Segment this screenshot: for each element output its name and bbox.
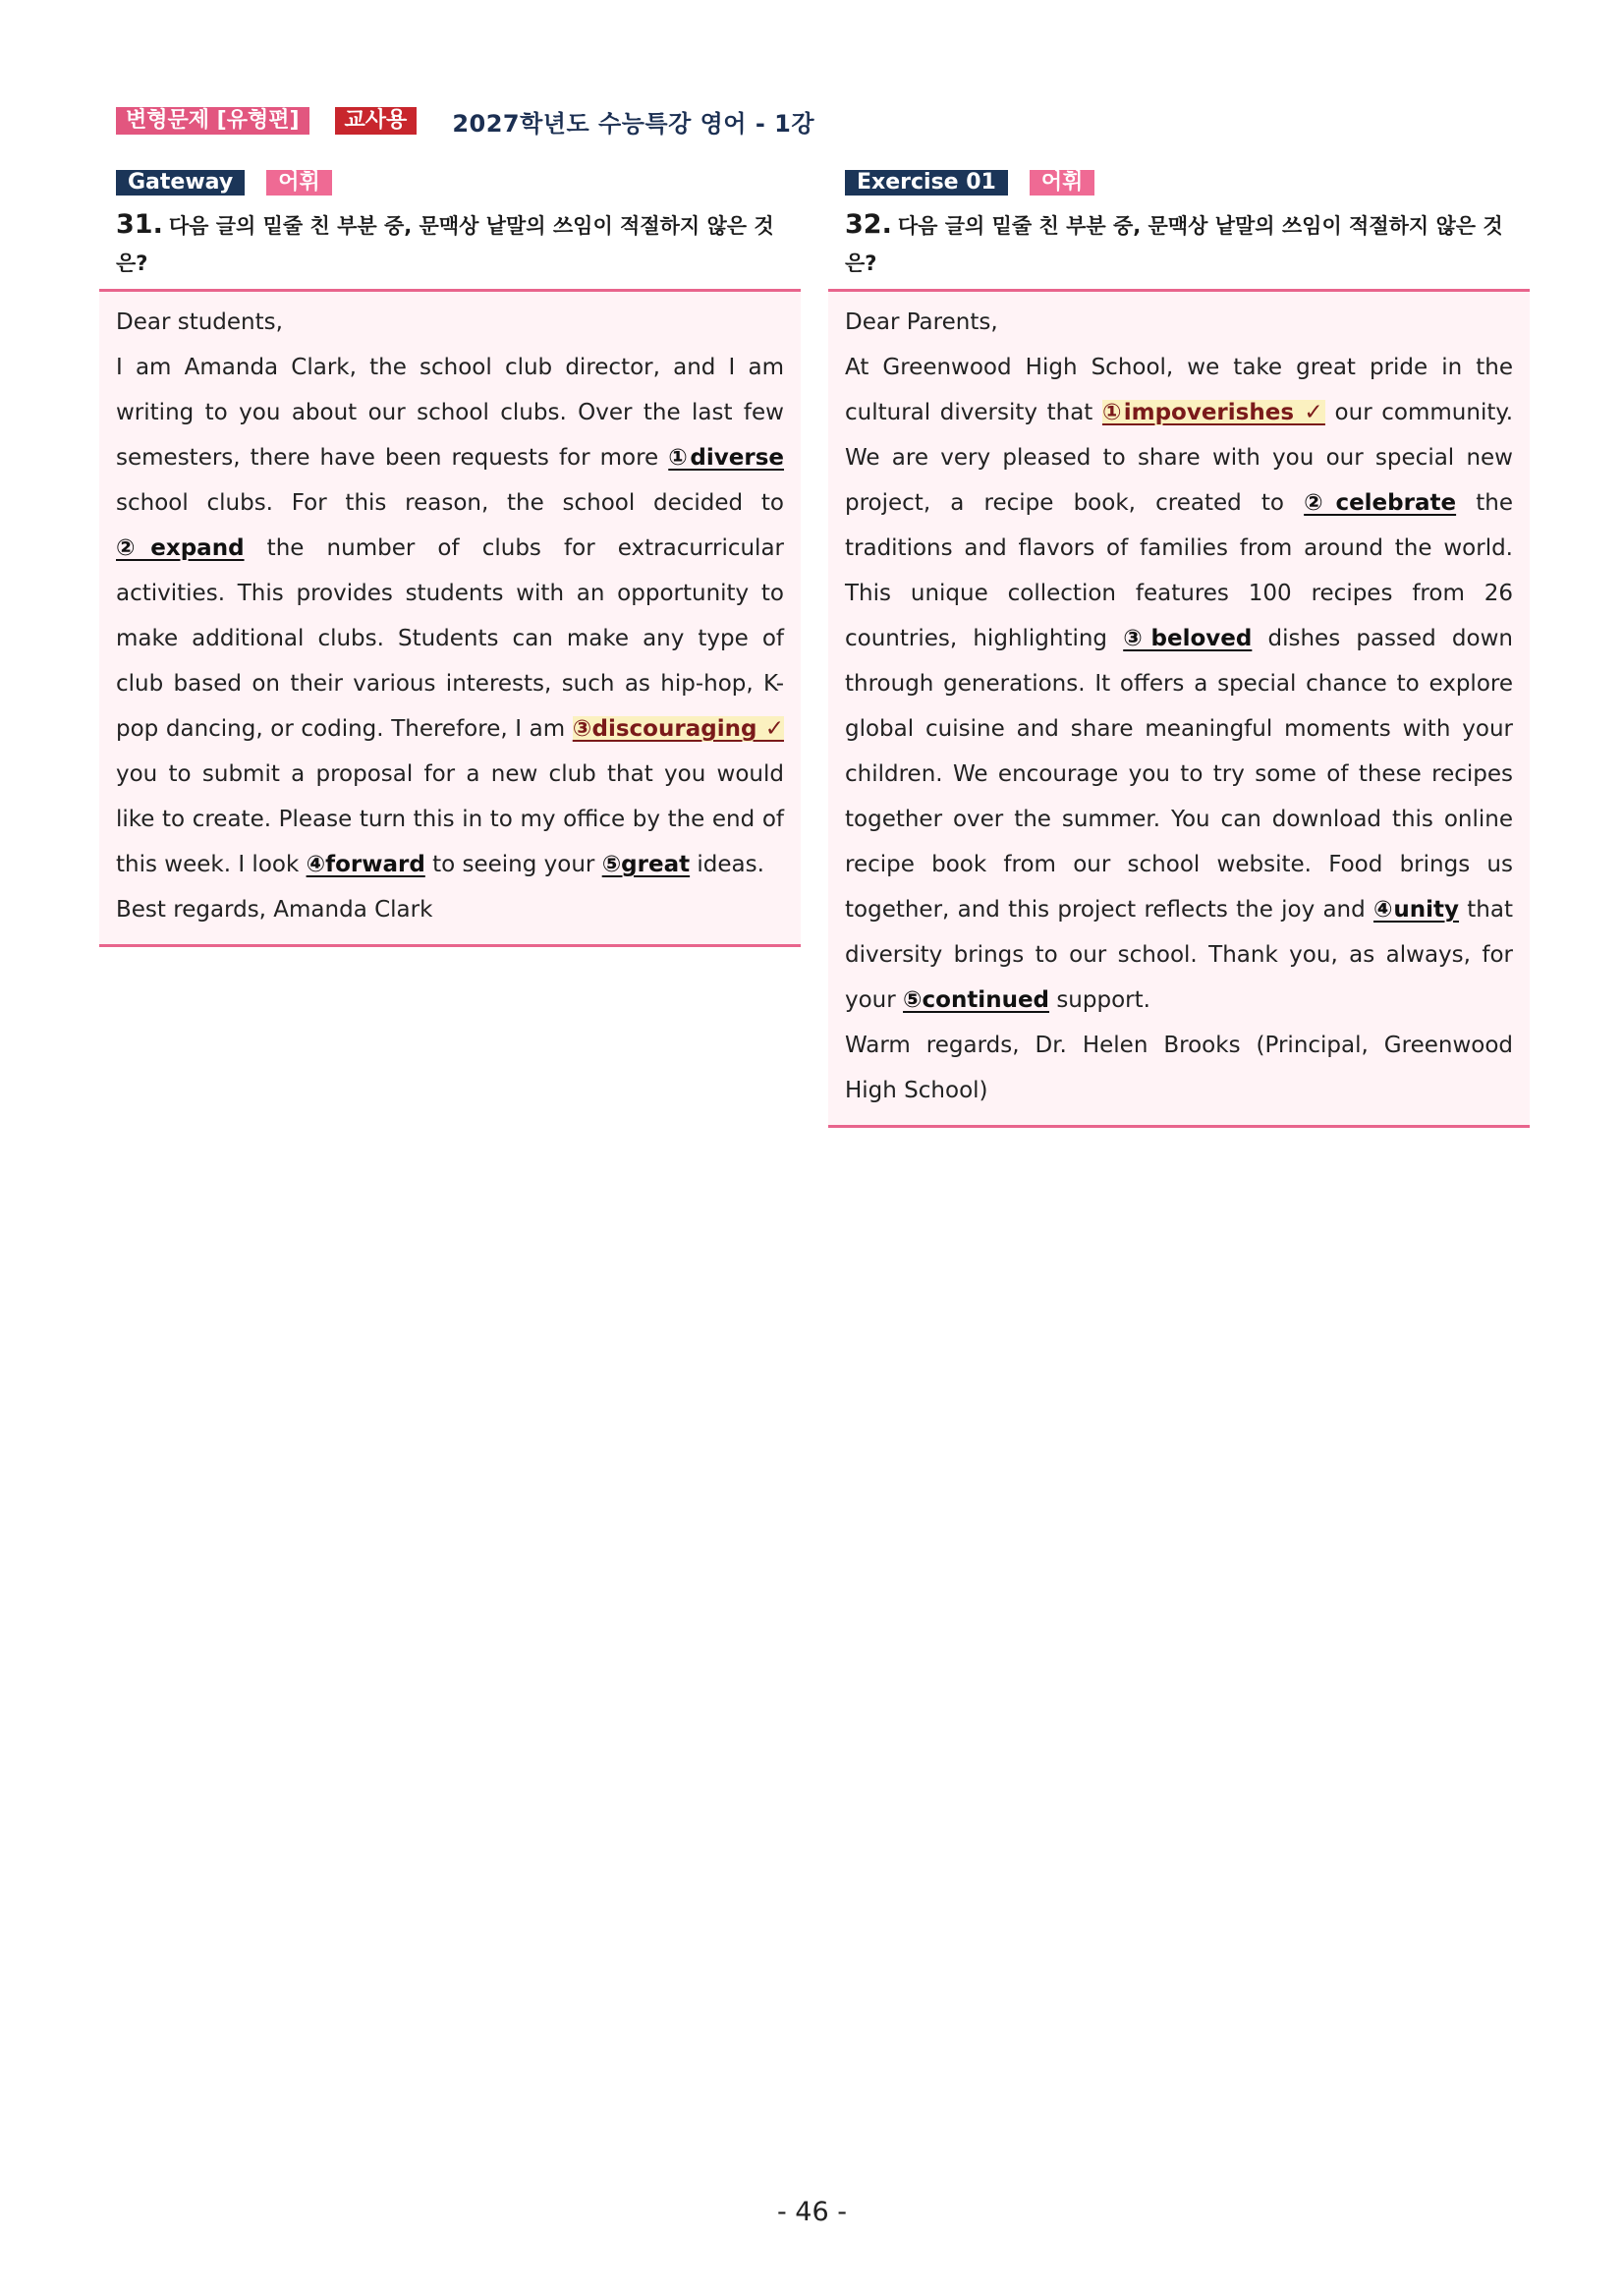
passage-text: our community. We are very pleased to share with you our special new project, a recipe book, created to [845,400,1514,516]
question-32 [845,206,1513,282]
passage-box [99,289,801,947]
passage-text: I am Amanda Clark, the school club director, and I am writing to you about our school clubs. Over the last few semesters, there have been requests for more [116,355,784,471]
answer-underlined-word-3: ③discouraging ✓ [572,716,784,742]
passage-text: you to submit a proposal for a new club that you would like to create. Please turn this in to my office by the end of this week. I look [116,761,784,877]
passage-closing: Warm regards, Dr. Helen Brooks (Principal, Greenwood High School) [845,1033,1513,1103]
question-text: 다음 글의 밑줄 친 부분 중, 문맥상 낱말의 쓰임이 적절하지 않은 것은? [116,214,774,275]
underlined-word-2: ②expand [116,535,245,561]
passage-text: support. [1049,987,1150,1013]
passage-greeting: Dear Parents, [845,309,998,335]
underlined-word-3: ③beloved [1123,626,1253,651]
passage-box [828,289,1530,1128]
right-label-row [845,169,1530,196]
underlined-word-1: ①diverse [668,445,785,471]
vocabulary-category-label: 어휘 [266,170,332,196]
page-number: - 46 - [776,2197,847,2227]
question-number: 31. [116,209,163,240]
passage-text: ideas. [690,852,764,877]
passage-greeting: Dear students, [116,309,283,335]
left-label-row [116,169,801,196]
passage-closing: Best regards, Amanda Clark [116,897,433,923]
teacher-version-tag: 교사용 [335,107,418,135]
left-question-column [99,169,801,947]
underlined-word-2: ②celebrate [1304,490,1457,516]
passage-body [845,345,1513,1023]
answer-underlined-word-1: ①impoverishes ✓ [1101,400,1325,425]
passage-text: At Greenwood High School, we take great pride in the cultural diversity that [845,355,1513,425]
passage-text: the number of clubs for extracurricular activities. This provides students with an opportunity to make additional clubs. Students can make any type of club based on their various interests, such as hip-hop, K-pop dancing, or coding. Therefore, I am [116,535,784,742]
problem-type-tag: 변형문제 [유형편] [116,107,309,135]
right-question-column [828,169,1530,1128]
vocabulary-category-label: 어휘 [1030,170,1095,196]
underlined-word-4: ④unity [1372,897,1460,923]
underlined-word-5: ⑤great [601,852,691,877]
passage-text: the traditions and flavors of families from around the world. This unique collection features 100 recipes from 26 countries, highlighting [845,490,1513,651]
passage-text: that diversity brings to our school. Thank you, as always, for your [845,897,1513,1013]
exercise-label: Exercise 01 [845,170,1008,196]
underlined-word-5: ⑤continued [903,987,1050,1013]
question-text: 다음 글의 밑줄 친 부분 중, 문맥상 낱말의 쓰임이 적절하지 않은 것은? [845,214,1503,275]
document-title: 2027학년도 수능특강 영어 - 1강 [452,109,815,138]
passage-text: dishes passed down through generations. It offers a special chance to explore global cuisine and share meaningful moments with your children. We encourage you to try some of these recipes together over the summer. You can download this online recipe book from our school website. Food brings us together, and this project reflects the joy and [845,626,1513,923]
page-header [116,104,814,138]
underlined-word-4: ④forward [306,852,425,877]
question-number: 32. [845,209,892,240]
passage-text: to seeing your [424,852,602,877]
passage-text: school clubs. For this reason, the school decided to [116,490,784,516]
gateway-label: Gateway [116,170,245,196]
question-31 [116,206,784,282]
passage-body [116,345,784,887]
